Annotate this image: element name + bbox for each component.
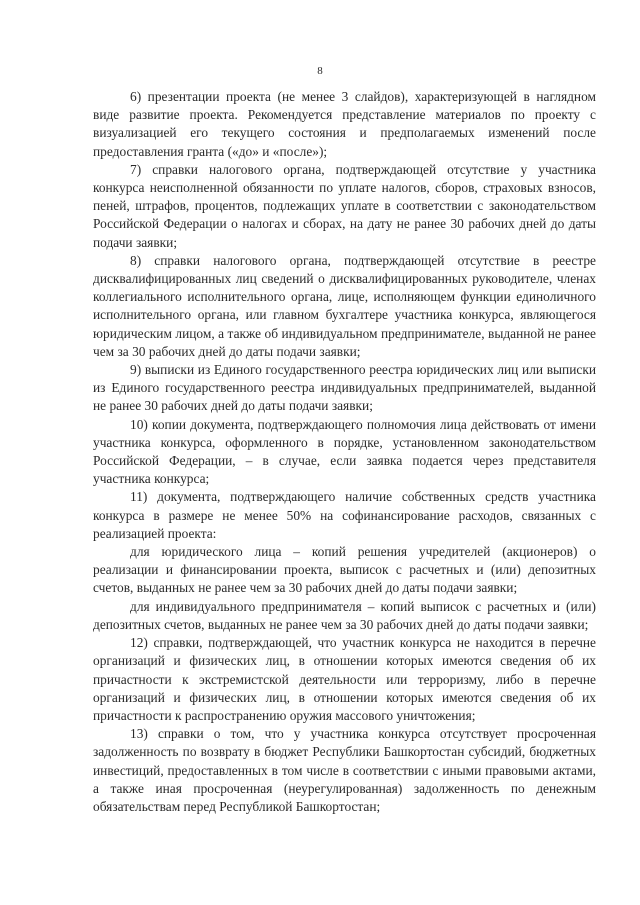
paragraph-legal-entity: для юридического лица – копий решения учредителей (акционеров) о реализации и финансировании проекта, выписок с расчетных и (или) депозитных счетов, выданных не ранее чем за 30 рабочих дней до даты подачи заявки;: [93, 544, 596, 596]
paragraph-item-6: 6) презентации проекта (не менее 3 слайдов), характеризующей в наглядном виде развитие проекта. Рекомендуется представление материалов по проекту с визуализацией его текущего состояния и предполагаемых изменений после предоставления гранта («до» и «после»);: [93, 89, 596, 159]
paragraph-individual-entrepreneur: для индивидуального предпринимателя – копий выписок с расчетных и (или) депозитных счетов, выданных не ранее чем за 30 рабочих дней до даты подачи заявки;: [93, 598, 596, 632]
paragraph-item-10: 10) копии документа, подтверждающего полномочия лица действовать от имени участника конкурса, оформленного в порядке, установленном законодательством Российской Федерации, – в случае, если заявка подается через представителя участника конкурса;: [93, 416, 596, 487]
paragraph-item-9: 9) выписки из Единого государственного реестра юридических лиц или выписки из Единого государственного реестра индивидуальных предпринимателей, выданной не ранее 30 рабочих дней до даты подачи заявки;: [93, 362, 596, 414]
paragraph-item-7: 7) справки налогового органа, подтверждающей отсутствие у участника конкурса неисполненной обязанности по уплате налогов, сборов, страховых взносов, пеней, штрафов, процентов, подлежащих уплате в соответствии с законодательством Российской Федерации о налогах и сборах, на дату не ранее 30 рабочих дней до даты подачи заявки;: [93, 161, 596, 250]
paragraph-item-11: 11) документа, подтверждающего наличие собственных средств участника конкурса в размере не менее 50% на софинансирование расходов, связанных с реализацией проекта:: [93, 489, 596, 541]
paragraph-item-13: 13) справки о том, что у участника конкурса отсутствует просроченная задолженность по возврату в бюджет Республики Башкортостан субсидий, бюджетных инвестиций, предоставленных в том числе в соответствии с иными правовыми актами, а также иная просроченная (неурегулированная) задолженность по денежным обязательствам перед Республикой Башкортостан;: [93, 726, 596, 814]
paragraph-item-12: 12) справки, подтверждающей, что участник конкурса не находится в перечне организаций и физических лиц, в отношении которых имеются сведения об их причастности к экстремистской деятельности или терроризму, либо в перечне организаций и физических лиц, в отношении которых имеются сведения об их причастности к распространению оружия массового уничтожения;: [93, 635, 596, 723]
page-number: 8: [317, 65, 323, 77]
paragraph-item-8: 8) справки налогового органа, подтверждающей отсутствие в реестре дисквалифицированных лиц сведений о дисквалифицированных руководителе, членах коллегиального исполнительного органа, лице, исполняющем функции единоличного исполнительного органа, или главном бухгалтере участника конкурса, являющегося юридическим лицом, а также об индивидуальном предпринимателе, выданной не ранее чем за 30 рабочих дней до даты подачи заявки;: [93, 252, 596, 359]
document-body: [93, 88, 596, 816]
